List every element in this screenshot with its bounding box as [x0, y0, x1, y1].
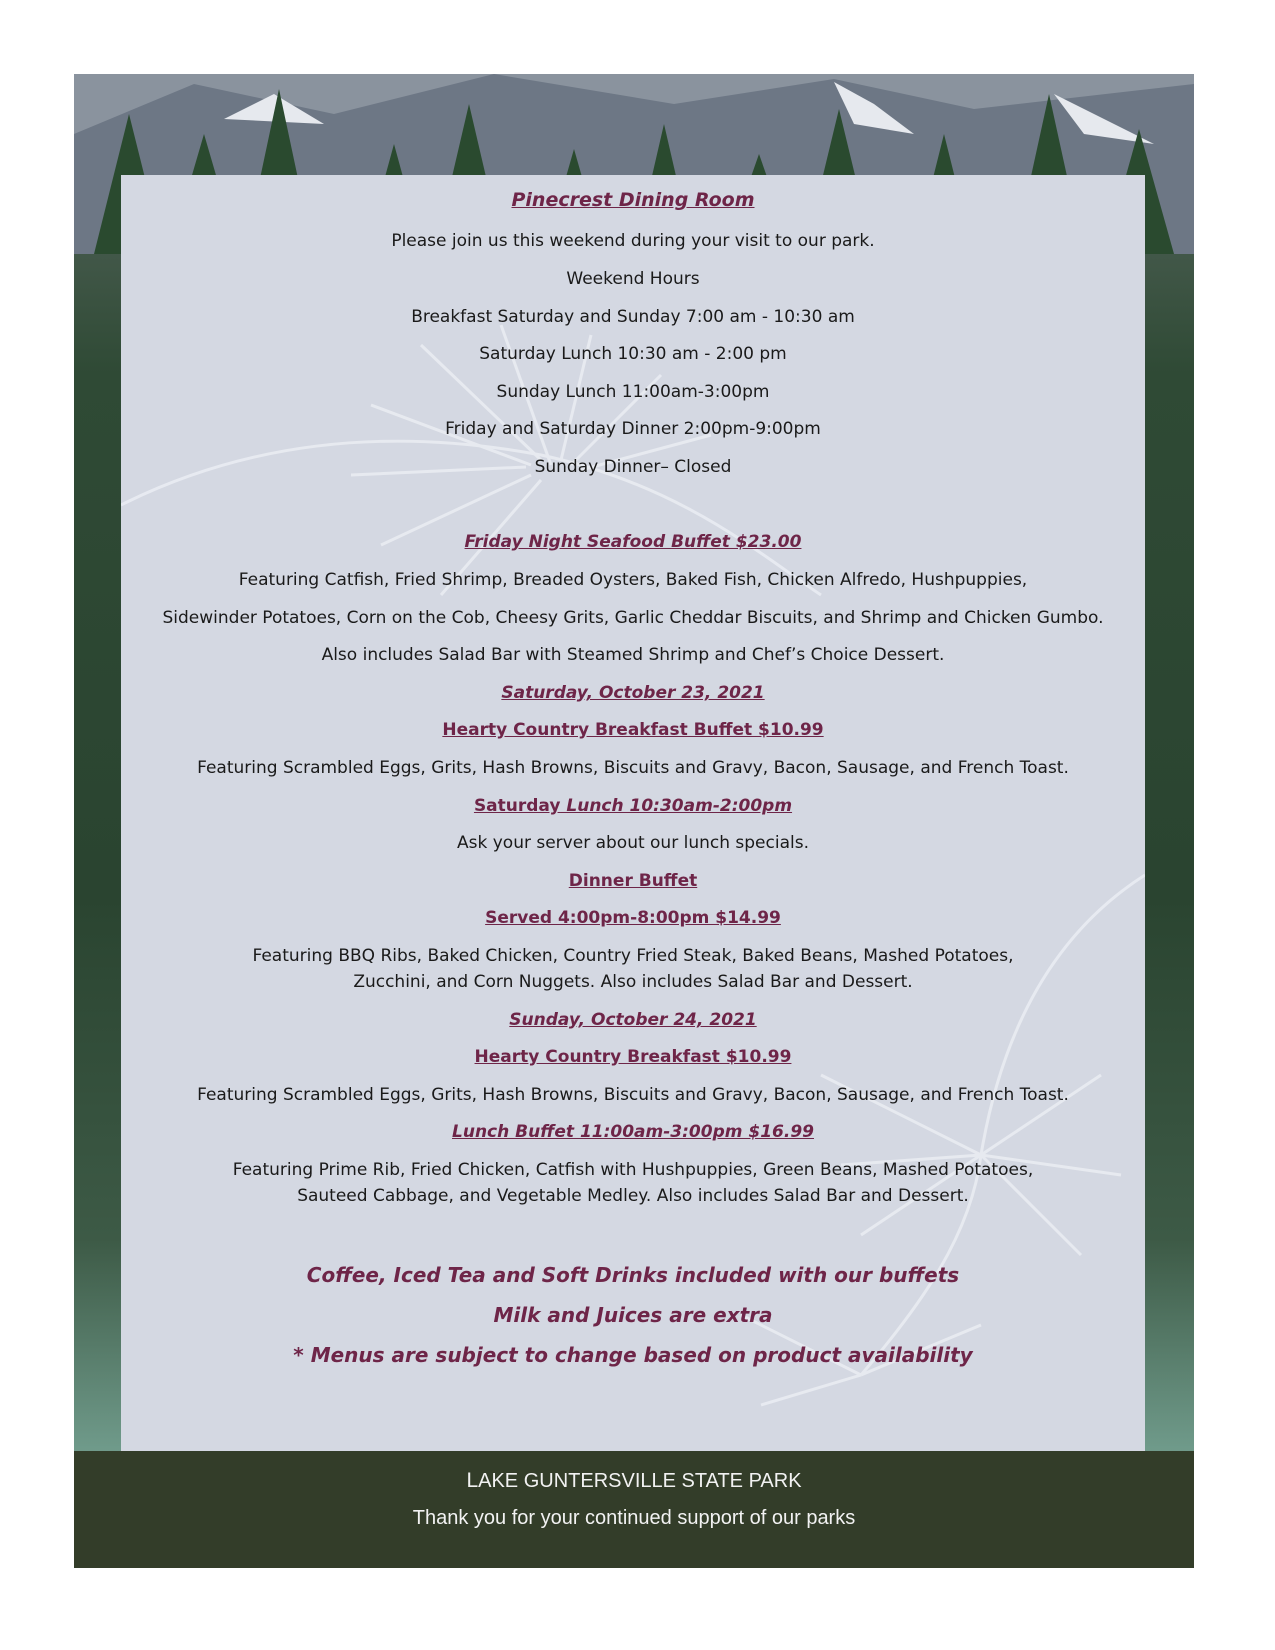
sunday-date: Sunday, October 24, 2021 [509, 1010, 757, 1030]
disclaimer-note: * Menus are subject to change based on product availability [293, 1343, 973, 1367]
friday-desc-line1: Featuring Catfish, Fried Shrimp, Breaded Oysters, Baked Fish, Chicken Alfredo, Hushpuppies, [238, 570, 1028, 590]
dinner-desc-line2: Zucchini, and Corn Nuggets. Also includes Salad Bar and Dessert. [353, 972, 913, 992]
hours-breakfast: Breakfast Saturday and Sunday 7:00 am - 10:30 am [411, 307, 855, 327]
park-name-initial: L [466, 1469, 479, 1492]
sunday-lunch-heading: Lunch Buffet 11:00am-3:00pm $16.99 [452, 1122, 814, 1142]
saturday-lunch-heading [121, 795, 1145, 817]
drinks-note: Coffee, Iced Tea and Soft Drinks included with our buffets [306, 1263, 960, 1287]
weekend-hours-heading: Weekend Hours [566, 269, 700, 289]
saturday-date: Saturday, October 23, 2021 [501, 683, 765, 703]
saturday-breakfast-desc: Featuring Scrambled Eggs, Grits, Hash Browns, Biscuits and Gravy, Bacon, Sausage, and French Toast. [197, 758, 1069, 778]
sunday-lunch-desc-line1: Featuring Prime Rib, Fried Chicken, Catfish with Hushpuppies, Green Beans, Mashed Potatoes, [232, 1160, 1034, 1180]
dinner-served-heading: Served 4:00pm-8:00pm $14.99 [485, 908, 781, 928]
saturday-lunch-desc: Ask your server about our lunch specials. [457, 833, 809, 853]
hours-sunday-dinner: Sunday Dinner– Closed [534, 457, 732, 477]
sunday-breakfast-desc: Featuring Scrambled Eggs, Grits, Hash Browns, Biscuits and Gravy, Bacon, Sausage, and French Toast. [197, 1085, 1069, 1105]
extra-note: Milk and Juices are extra [493, 1303, 773, 1327]
friday-desc-line2: Sidewinder Potatoes, Corn on the Cob, Cheesy Grits, Garlic Cheddar Biscuits, and Shrimp and Chicken Gumbo. [162, 608, 1104, 628]
hours-dinner: Friday and Saturday Dinner 2:00pm-9:00pm [445, 419, 821, 439]
saturday-lunch-time: Lunch 10:30am-2:00pm [560, 796, 793, 816]
friday-buffet-heading: Friday Night Seafood Buffet $23.00 [464, 532, 802, 552]
dinner-desc-line1: Featuring BBQ Ribs, Baked Chicken, Country Fried Steak, Baked Beans, Mashed Potatoes, [252, 946, 1014, 966]
thanks-text: Thank you for your continued support of our parks [412, 1507, 856, 1529]
park-name [74, 1469, 1194, 1493]
sunday-lunch-desc-line2: Sauteed Cabbage, and Vegetable Medley. Also includes Salad Bar and Dessert. [297, 1186, 969, 1206]
hours-sunday-lunch: Sunday Lunch 11:00am-3:00pm [496, 382, 770, 402]
footer-band [74, 1451, 1194, 1568]
page-title: Pinecrest Dining Room [511, 189, 755, 211]
menu-flyer [74, 74, 1194, 1568]
friday-desc-line3: Also includes Salad Bar with Steamed Shrimp and Chef’s Choice Dessert. [321, 645, 945, 665]
hours-saturday-lunch: Saturday Lunch 10:30 am - 2:00 pm [479, 344, 787, 364]
saturday-lunch-day: Saturday [473, 796, 561, 816]
dinner-buffet-heading: Dinner Buffet [568, 871, 698, 891]
sunday-breakfast-heading: Hearty Country Breakfast $10.99 [474, 1047, 792, 1067]
intro-text: Please join us this weekend during your visit to our park. [391, 231, 875, 251]
menu-panel [121, 175, 1145, 1451]
park-name-rest: AKE GUNTERSVILLE STATE PARK [478, 1470, 802, 1492]
saturday-breakfast-heading: Hearty Country Breakfast Buffet $10.99 [442, 720, 824, 740]
